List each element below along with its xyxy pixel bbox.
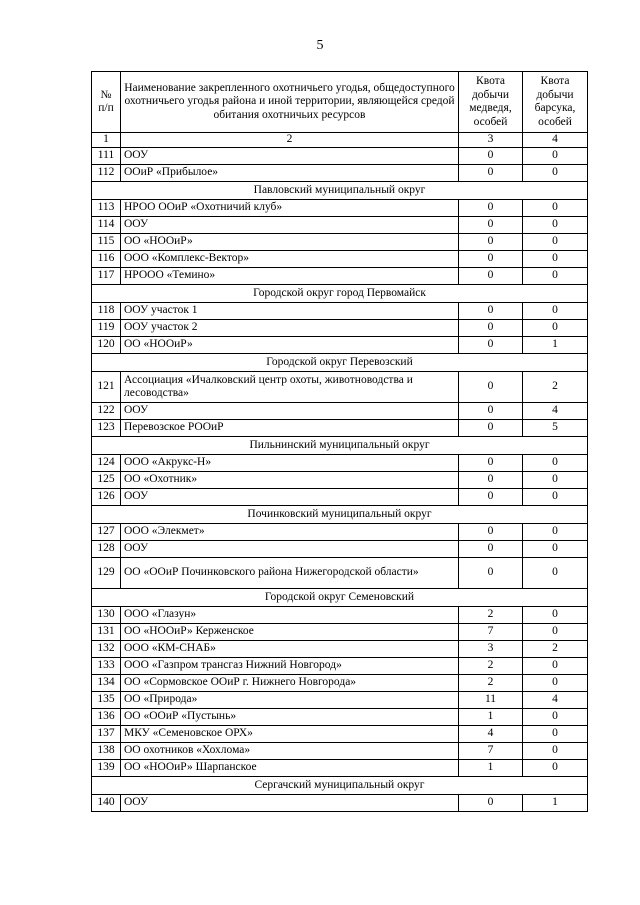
- badger-quota: 0: [523, 558, 588, 589]
- table-row: [92, 541, 588, 558]
- district-name: Городской округ Перевозский: [92, 354, 588, 372]
- badger-quota: 0: [523, 726, 588, 743]
- bear-quota: 2: [459, 675, 523, 692]
- bear-quota: 2: [459, 658, 523, 675]
- row-number: 118: [92, 303, 121, 320]
- bear-quota: 0: [459, 403, 523, 420]
- row-number: 135: [92, 692, 121, 709]
- page-number: 5: [316, 38, 324, 53]
- bear-quota: 0: [459, 541, 523, 558]
- district-header-row: [92, 506, 588, 524]
- row-number: 123: [92, 420, 121, 437]
- row-number: 119: [92, 320, 121, 337]
- table-row: [92, 472, 588, 489]
- badger-quota: 1: [523, 337, 588, 354]
- district-name: Пильнинский муниципальный округ: [92, 437, 588, 455]
- territory-name: ООУ: [121, 541, 459, 558]
- territory-name: МКУ «Семеновское ОРХ»: [121, 726, 459, 743]
- district-header-row: [92, 777, 588, 795]
- row-number: 131: [92, 624, 121, 641]
- row-number: 120: [92, 337, 121, 354]
- badger-quota: 0: [523, 760, 588, 777]
- bear-quota: 0: [459, 472, 523, 489]
- badger-quota: 0: [523, 268, 588, 285]
- bear-quota: 0: [459, 303, 523, 320]
- row-number: 125: [92, 472, 121, 489]
- table-row: [92, 607, 588, 624]
- row-number: 116: [92, 251, 121, 268]
- territory-name: ООУ участок 2: [121, 320, 459, 337]
- badger-quota: 4: [523, 692, 588, 709]
- bear-quota: 0: [459, 148, 523, 165]
- table-row: [92, 217, 588, 234]
- badger-quota: 5: [523, 420, 588, 437]
- territory-name: ООО «Элекмет»: [121, 524, 459, 541]
- table-row: [92, 558, 588, 589]
- district-header-row: [92, 354, 588, 372]
- row-number: 138: [92, 743, 121, 760]
- badger-quota: 2: [523, 372, 588, 403]
- row-number: 140: [92, 795, 121, 812]
- header-badger-quota: Квота добычи барсука, особей: [523, 72, 588, 133]
- territory-name: НРООО «Темино»: [121, 268, 459, 285]
- territory-name: ОО «ООиР Починковского района Нижегородской области»: [121, 558, 459, 589]
- district-name: Сергачский муниципальный округ: [92, 777, 588, 795]
- bear-quota: 0: [459, 251, 523, 268]
- table-row: [92, 268, 588, 285]
- territory-name: ООУ: [121, 489, 459, 506]
- header-num: № п/п: [92, 72, 121, 133]
- table-row: [92, 760, 588, 777]
- row-number: 121: [92, 372, 121, 403]
- badger-quota: 0: [523, 489, 588, 506]
- territory-name: Перевозское РООиР: [121, 420, 459, 437]
- bear-quota: 0: [459, 524, 523, 541]
- district-header-row: [92, 589, 588, 607]
- table-row: [92, 675, 588, 692]
- column-index: 4: [523, 133, 588, 148]
- district-header-row: [92, 285, 588, 303]
- row-number: 127: [92, 524, 121, 541]
- bear-quota: 0: [459, 200, 523, 217]
- badger-quota: 0: [523, 743, 588, 760]
- badger-quota: 0: [523, 541, 588, 558]
- bear-quota: 0: [459, 795, 523, 812]
- territory-name: ООО «Газпром трансгаз Нижний Новгород»: [121, 658, 459, 675]
- bear-quota: 7: [459, 624, 523, 641]
- bear-quota: 0: [459, 234, 523, 251]
- row-number: 130: [92, 607, 121, 624]
- bear-quota: 11: [459, 692, 523, 709]
- bear-quota: 1: [459, 760, 523, 777]
- territory-name: ООУ участок 1: [121, 303, 459, 320]
- badger-quota: 2: [523, 641, 588, 658]
- badger-quota: 0: [523, 472, 588, 489]
- badger-quota: 0: [523, 675, 588, 692]
- territory-name: ОО охотников «Хохлома»: [121, 743, 459, 760]
- table-row: [92, 420, 588, 437]
- row-number: 139: [92, 760, 121, 777]
- row-number: 112: [92, 165, 121, 182]
- territory-name: ООУ: [121, 217, 459, 234]
- badger-quota: 0: [523, 200, 588, 217]
- bear-quota: 0: [459, 558, 523, 589]
- table-row: [92, 372, 588, 403]
- territory-name: Ассоциация «Ичалковский центр охоты, животноводства и лесоводства»: [121, 372, 459, 403]
- badger-quota: 0: [523, 303, 588, 320]
- territory-name: ООиР «Прибылое»: [121, 165, 459, 182]
- row-number: 137: [92, 726, 121, 743]
- bear-quota: 0: [459, 268, 523, 285]
- badger-quota: 0: [523, 165, 588, 182]
- territory-name: ООО «Акрукс-Н»: [121, 455, 459, 472]
- header-bear-quota: Квота добычи медведя, особей: [459, 72, 523, 133]
- territory-name: ОО «ООиР «Пустынь»: [121, 709, 459, 726]
- table-row: [92, 148, 588, 165]
- table-row: [92, 403, 588, 420]
- badger-quota: 0: [523, 217, 588, 234]
- row-number: 128: [92, 541, 121, 558]
- territory-name: ОО «НООиР» Керженское: [121, 624, 459, 641]
- row-number: 114: [92, 217, 121, 234]
- badger-quota: 0: [523, 234, 588, 251]
- district-name: Городской округ город Первомайск: [92, 285, 588, 303]
- row-number: 115: [92, 234, 121, 251]
- column-index: 1: [92, 133, 121, 148]
- badger-quota: 0: [523, 658, 588, 675]
- quota-table: [91, 71, 588, 812]
- territory-name: ОО «НООиР» Шарпанское: [121, 760, 459, 777]
- column-index: 3: [459, 133, 523, 148]
- district-header-row: [92, 182, 588, 200]
- table-row: [92, 692, 588, 709]
- bear-quota: 0: [459, 420, 523, 437]
- table-row: [92, 795, 588, 812]
- table-row: [92, 624, 588, 641]
- district-name: Павловский муниципальный округ: [92, 182, 588, 200]
- bear-quota: 0: [459, 337, 523, 354]
- table-row: [92, 524, 588, 541]
- table-row: [92, 200, 588, 217]
- bear-quota: 0: [459, 320, 523, 337]
- row-number: 122: [92, 403, 121, 420]
- badger-quota: 1: [523, 795, 588, 812]
- territory-name: НРОО ООиР «Охотничий клуб»: [121, 200, 459, 217]
- table-body: [92, 148, 588, 812]
- badger-quota: 0: [523, 624, 588, 641]
- badger-quota: 0: [523, 607, 588, 624]
- badger-quota: 0: [523, 524, 588, 541]
- badger-quota: 0: [523, 320, 588, 337]
- territory-name: ООО «Комплекс-Вектор»: [121, 251, 459, 268]
- table-row: [92, 743, 588, 760]
- row-number: 117: [92, 268, 121, 285]
- district-header-row: [92, 437, 588, 455]
- table-row: [92, 251, 588, 268]
- row-number: 124: [92, 455, 121, 472]
- bear-quota: 2: [459, 607, 523, 624]
- badger-quota: 0: [523, 709, 588, 726]
- column-index: 2: [121, 133, 459, 148]
- territory-name: ОО «Сормовское ООиР г. Нижнего Новгорода»: [121, 675, 459, 692]
- bear-quota: 0: [459, 217, 523, 234]
- table-header: [92, 72, 588, 148]
- table-row: [92, 303, 588, 320]
- row-number: 136: [92, 709, 121, 726]
- table-row: [92, 641, 588, 658]
- bear-quota: 1: [459, 709, 523, 726]
- column-index-row: [92, 133, 588, 148]
- territory-name: ООУ: [121, 148, 459, 165]
- table-row: [92, 489, 588, 506]
- bear-quota: 0: [459, 455, 523, 472]
- territory-name: ООО «КМ-СНАБ»: [121, 641, 459, 658]
- bear-quota: 3: [459, 641, 523, 658]
- table-row: [92, 726, 588, 743]
- territory-name: ОО «НООиР»: [121, 234, 459, 251]
- territory-name: ОО «НООиР»: [121, 337, 459, 354]
- row-number: 129: [92, 558, 121, 589]
- territory-name: ООУ: [121, 795, 459, 812]
- territory-name: ООО «Глазун»: [121, 607, 459, 624]
- territory-name: ОО «Охотник»: [121, 472, 459, 489]
- bear-quota: 0: [459, 372, 523, 403]
- badger-quota: 0: [523, 455, 588, 472]
- bear-quota: 4: [459, 726, 523, 743]
- territory-name: ОО «Природа»: [121, 692, 459, 709]
- bear-quota: 0: [459, 165, 523, 182]
- district-name: Починковский муниципальный округ: [92, 506, 588, 524]
- table-row: [92, 455, 588, 472]
- bear-quota: 7: [459, 743, 523, 760]
- bear-quota: 0: [459, 489, 523, 506]
- row-number: 132: [92, 641, 121, 658]
- table-row: [92, 165, 588, 182]
- table-row: [92, 320, 588, 337]
- district-name: Городской округ Семеновский: [92, 589, 588, 607]
- row-number: 134: [92, 675, 121, 692]
- table-row: [92, 709, 588, 726]
- table-row: [92, 658, 588, 675]
- badger-quota: 0: [523, 148, 588, 165]
- row-number: 133: [92, 658, 121, 675]
- row-number: 111: [92, 148, 121, 165]
- territory-name: ООУ: [121, 403, 459, 420]
- table-row: [92, 337, 588, 354]
- row-number: 126: [92, 489, 121, 506]
- row-number: 113: [92, 200, 121, 217]
- header-name: Наименование закрепленного охотничьего угодья, общедоступного охотничьего угодья района и иной территории, являющейся средой обитания охотничьих ресурсов: [121, 72, 459, 133]
- badger-quota: 0: [523, 251, 588, 268]
- badger-quota: 4: [523, 403, 588, 420]
- table-row: [92, 234, 588, 251]
